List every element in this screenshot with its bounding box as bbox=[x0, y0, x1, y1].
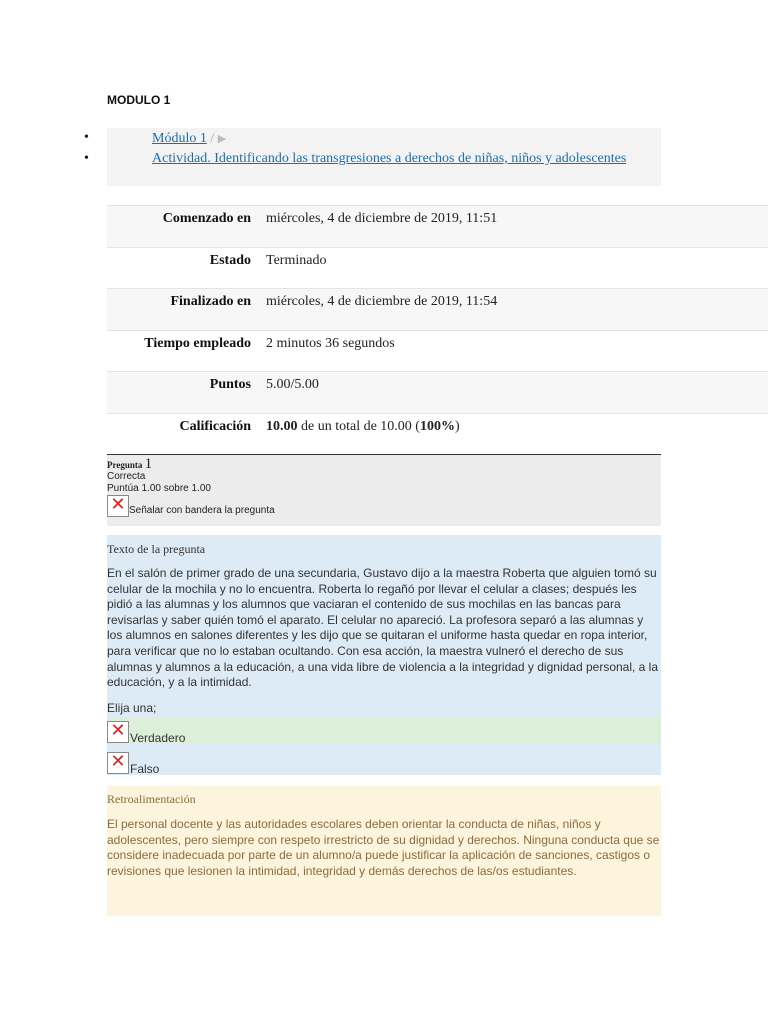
summary-row-grade bbox=[107, 413, 768, 455]
radio-mark-icon[interactable]: ✕ bbox=[107, 752, 129, 774]
summary-value: Terminado bbox=[259, 247, 768, 289]
grade-score: 10.00 bbox=[266, 418, 298, 434]
attempt-summary-table bbox=[107, 205, 768, 455]
summary-value: 5.00/5.00 bbox=[259, 372, 768, 414]
summary-label: Tiempo empleado bbox=[107, 330, 259, 372]
breadcrumb-separator: / bbox=[206, 131, 218, 146]
grade-total: de un total de 10.00 ( bbox=[297, 418, 420, 434]
question-number-value: 1 bbox=[144, 456, 153, 472]
feedback-text: El personal docente y las autoridades escolares deben orientar la conducta de niñas, niños y adolescentes, pero siempre con respeto irrestricto de su dignidad y derechos. Ninguna conducta que se considere inadecuada por parte de un alumno/a puede justificar la aplicación de sanciones, castigos o revisiones que lesionen la intimidad, integridad y demás derechos de las/os estudiantes. bbox=[107, 817, 660, 878]
question-text-title: Texto de la pregunta bbox=[107, 542, 206, 556]
answer-option-true[interactable] bbox=[107, 717, 661, 744]
summary-label: Finalizado en bbox=[107, 289, 259, 331]
summary-row-started bbox=[107, 206, 768, 248]
answer-label: Falso bbox=[130, 762, 160, 776]
summary-row-points bbox=[107, 372, 768, 414]
flag-icon[interactable]: ✕ bbox=[107, 495, 129, 517]
summary-label: Estado bbox=[107, 247, 259, 289]
grade-close: ) bbox=[454, 418, 460, 434]
summary-row-time bbox=[107, 330, 768, 372]
question-points: Puntúa 1.00 sobre 1.00 bbox=[107, 483, 211, 494]
summary-row-state bbox=[107, 247, 768, 289]
bullet-icon: • bbox=[84, 130, 89, 145]
answer-option-false[interactable] bbox=[107, 748, 661, 775]
bullet-icon: • bbox=[84, 151, 89, 166]
breadcrumb-item-activity bbox=[84, 149, 661, 168]
breadcrumb-link-activity[interactable]: Actividad. Identificando las transgresiones a derechos de niñas, niños y adolescentes bbox=[152, 151, 627, 166]
feedback-panel bbox=[107, 786, 661, 916]
question-info-panel bbox=[107, 454, 661, 526]
question-text-body: En el salón de primer grado de una secundaria, Gustavo dijo a la maestra Roberta que alguien tomó su celular de la mochila y no lo encuentra. Roberta lo regañó por llevar el celular a clases; después les pidió a las alumnas y los alumnos que vaciaran el contenido de sus mochilas en las bancas para revisarlas y saber quién tomó el aparato. El celular no apareció. La profesora separó a las alumnas y los alumnos en salones diferentes y les dijo que se quitaran el uniforme hasta quedar en ropa interior, para verificar que no lo estaban ocultando. Con esa acción, la maestra vulneró el derecho de sus alumnas y alumnos a la educación, a una vida libre de violencia a la integridad y dignidad personal, a la educación, y a la intimidad. bbox=[107, 566, 659, 690]
summary-row-finished bbox=[107, 289, 768, 331]
flag-label: Señalar con bandera la pregunta bbox=[129, 505, 275, 516]
answer-label: Verdadero bbox=[130, 731, 186, 745]
summary-label: Comenzado en bbox=[107, 206, 259, 248]
radio-mark-icon[interactable]: ✕ bbox=[107, 721, 129, 743]
breadcrumb-link-module[interactable]: Módulo 1 bbox=[152, 131, 207, 146]
summary-value: 2 minutos 36 segundos bbox=[259, 330, 768, 372]
flag-question-control[interactable] bbox=[107, 495, 661, 517]
summary-value: miércoles, 4 de diciembre de 2019, 11:54 bbox=[259, 289, 768, 331]
feedback-title: Retroalimentación bbox=[107, 792, 196, 806]
play-arrow-icon: ▶ bbox=[217, 133, 227, 145]
question-text-panel bbox=[107, 535, 661, 775]
summary-value: miércoles, 4 de diciembre de 2019, 11:51 bbox=[259, 206, 768, 248]
breadcrumb bbox=[84, 128, 661, 186]
summary-label: Calificación bbox=[107, 413, 259, 455]
question-label: Pregunta bbox=[107, 460, 143, 470]
summary-label: Puntos bbox=[107, 372, 259, 414]
grade-percent: 100% bbox=[419, 418, 455, 434]
question-status: Correcta bbox=[107, 471, 146, 482]
grade-value bbox=[259, 413, 768, 455]
page-heading: MODULO 1 bbox=[107, 93, 171, 107]
breadcrumb-item-module bbox=[84, 128, 661, 149]
question-number bbox=[107, 458, 661, 471]
question-prompt: Elija una; bbox=[107, 700, 157, 715]
